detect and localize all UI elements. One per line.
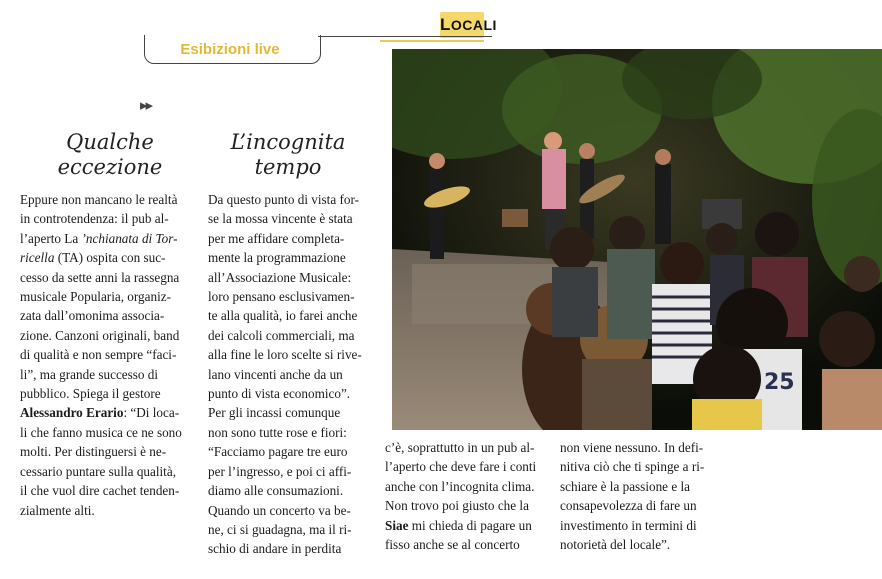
text-line: anche con l’incognita clima. bbox=[385, 478, 535, 494]
text-line: te alla qualità, io farei anche bbox=[208, 308, 358, 324]
header-accent-rule bbox=[380, 40, 484, 42]
text-line: alla fine le loro scelte si rive- bbox=[208, 347, 362, 363]
text-line: fisso anche se al concerto bbox=[385, 537, 520, 553]
text-span: (TA) ospita con suc- bbox=[54, 250, 166, 266]
text-line: c’è, soprattutto in un pub al- bbox=[385, 440, 535, 455]
text-line: “Facciamo pagare tre euro bbox=[208, 444, 348, 460]
text-line: nitiva ciò che ti spinge a ri- bbox=[560, 459, 705, 475]
article-column-4 bbox=[560, 438, 725, 554]
concert-photo bbox=[392, 49, 882, 430]
heading-line: L’incognita bbox=[230, 130, 346, 154]
text-line: consapevolezza di fare un bbox=[560, 498, 697, 514]
text-line: li”, ma grande successo di bbox=[20, 366, 159, 382]
article-column-2 bbox=[208, 190, 378, 559]
header-rule bbox=[318, 36, 492, 37]
text-line: li che fanno musica ce ne sono bbox=[20, 424, 182, 440]
text-line: schiare è la passione e la bbox=[560, 478, 690, 494]
heading-line: Qualche bbox=[66, 130, 154, 154]
rubric-label: Esibizioni live bbox=[180, 41, 280, 58]
text-line bbox=[20, 403, 192, 422]
article-column-3 bbox=[385, 438, 545, 554]
text-line: Per gli incassi comunque bbox=[208, 405, 341, 421]
section-tag bbox=[440, 12, 497, 38]
text-line: musicale Popularia, organiz- bbox=[20, 289, 171, 305]
heading-line: eccezione bbox=[57, 155, 163, 179]
article-column-1 bbox=[20, 190, 192, 520]
text-line: all’Associazione Musicale: bbox=[208, 269, 352, 285]
venue-name: ’nchianata di Tor- bbox=[81, 230, 178, 246]
text-span: l’aperto La bbox=[20, 230, 82, 246]
heading-incognita-tempo bbox=[200, 130, 376, 180]
text-line: dei calcoli commerciali, ma bbox=[208, 327, 355, 343]
text-line: Quando un concerto va be- bbox=[208, 502, 351, 518]
text-line: diamo alle consumazioni. bbox=[208, 483, 344, 499]
text-line bbox=[385, 516, 545, 535]
concert-photo-illustration bbox=[392, 49, 882, 430]
text-line: zione. Canzoni originali, band bbox=[20, 327, 180, 343]
text-span: mi chieda di pagare un bbox=[408, 517, 532, 533]
text-line: il che vuol dire cachet tenden- bbox=[20, 483, 180, 499]
text-line: mente la programmazione bbox=[208, 250, 346, 266]
text-line: cesso da sette anni la rassegna bbox=[20, 269, 180, 285]
text-line: non sono tutte rose e fiori: bbox=[208, 424, 347, 440]
text-line: pubblico. Spiega il gestore bbox=[20, 386, 161, 402]
shirt-number: 25 bbox=[764, 370, 795, 395]
heading-qualche-eccezione bbox=[22, 130, 198, 180]
text-line: di qualità e non sempre “faci- bbox=[20, 347, 177, 363]
text-line: per me affidare completa- bbox=[208, 230, 345, 246]
text-line: lano vincenti anche da un bbox=[208, 366, 343, 382]
text-line: non viene nessuno. In defi- bbox=[560, 440, 704, 455]
text-line: l’aperto che deve fare i conti bbox=[385, 459, 537, 475]
text-line: zialmente alti. bbox=[20, 502, 95, 518]
heading-line: tempo bbox=[254, 155, 322, 179]
section-tag-initial: L bbox=[440, 15, 451, 34]
text-line: ne, ci si guadagna, ma il ri- bbox=[208, 521, 352, 537]
text-line: loro pensano esclusivamen- bbox=[208, 289, 355, 305]
text-line: investimento in termini di bbox=[560, 517, 697, 533]
text-line: per l’ingresso, e poi ci affi- bbox=[208, 463, 352, 479]
text-line: Non trovo poi giusto che la bbox=[385, 498, 529, 514]
text-line bbox=[20, 229, 192, 248]
venue-name: ricella bbox=[20, 250, 55, 266]
text-span: : “Di loca- bbox=[123, 405, 180, 421]
section-tag-rest: OCALI bbox=[450, 17, 497, 33]
text-line bbox=[20, 248, 192, 267]
text-line: Da questo punto di vista for- bbox=[208, 192, 359, 207]
double-chevron-icon: ▸▸ bbox=[140, 96, 152, 114]
text-line: Eppure non mancano le realtà bbox=[20, 192, 178, 207]
person-name: Alessandro Erario bbox=[20, 405, 124, 421]
text-line: schio di andare in perdita bbox=[208, 541, 342, 557]
text-line: cessario puntare sulla qualità, bbox=[20, 463, 176, 479]
text-line: se la mossa vincente è stata bbox=[208, 211, 353, 227]
text-line: zata dall’omonima associa- bbox=[20, 308, 165, 324]
text-line: in controtendenza: il pub al- bbox=[20, 211, 169, 227]
org-name: Siae bbox=[385, 517, 409, 533]
text-line: punto di vista economico”. bbox=[208, 386, 351, 402]
text-line: molti. Per distinguersi è ne- bbox=[20, 444, 167, 460]
text-line: notorietà del locale”. bbox=[560, 537, 671, 553]
